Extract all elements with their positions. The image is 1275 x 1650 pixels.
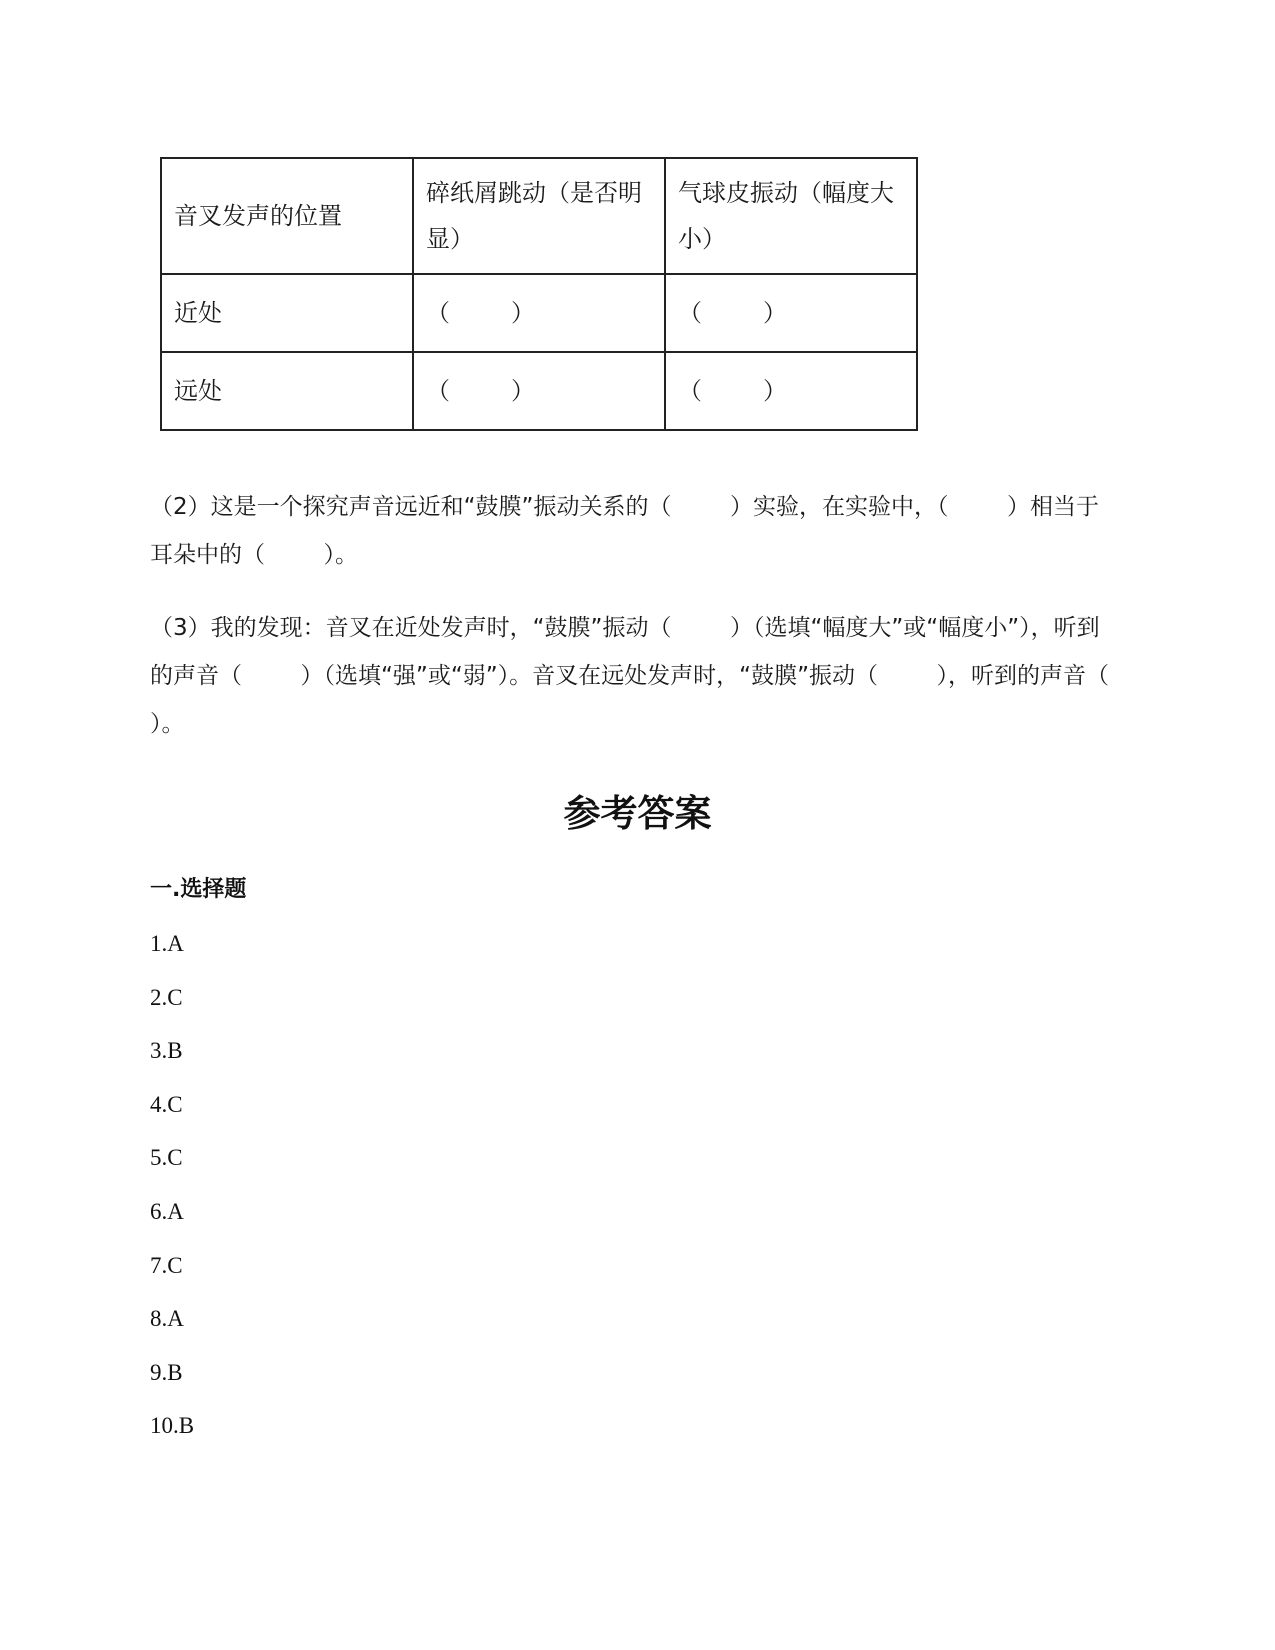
answer-item: 5.C bbox=[150, 1145, 183, 1171]
section-title-multiple-choice: 一.选择题 bbox=[150, 877, 247, 902]
table-cell-blank: （ ） bbox=[413, 274, 665, 352]
answer-item: 2.C bbox=[150, 984, 183, 1010]
experiment-table bbox=[160, 157, 918, 431]
answer-item: 8.A bbox=[150, 1306, 184, 1332]
question-2-text: （2）这是一个探究声音远近和“鼓膜”振动关系的（ ）实验，在实验中，（ ）相当于耳朵中的（ ）。 bbox=[150, 494, 1099, 568]
question-3-text: （3）我的发现：音叉在近处发声时，“鼓膜”振动（ ）（选填“幅度大”或“幅度小”），听到的声音（ ）（选填“强”或“弱”）。音叉在远处发声时，“鼓膜”振动（ ），听到的声音（ ）。 bbox=[150, 615, 1168, 737]
answer-item: 4.C bbox=[150, 1091, 183, 1117]
answer-key-title: 参考答案 bbox=[563, 792, 712, 835]
answer-item: 9.B bbox=[150, 1359, 183, 1385]
table-cell-blank: （ ） bbox=[665, 274, 917, 352]
table-cell-blank: （ ） bbox=[413, 352, 665, 430]
table-row bbox=[161, 352, 917, 430]
table-header-paper-bits: 碎纸屑跳动（是否明显） bbox=[413, 158, 665, 274]
table-header-position: 音叉发声的位置 bbox=[161, 158, 413, 274]
answer-item: 10.B bbox=[150, 1413, 195, 1439]
answer-item: 6.A bbox=[150, 1198, 184, 1224]
table-cell-blank: （ ） bbox=[665, 352, 917, 430]
table-row bbox=[161, 274, 917, 352]
table-header-balloon: 气球皮振动（幅度大小） bbox=[665, 158, 917, 274]
table-header-row bbox=[161, 158, 917, 274]
table-cell-label: 远处 bbox=[161, 352, 413, 430]
table-cell-label: 近处 bbox=[161, 274, 413, 352]
answer-item: 1.A bbox=[150, 931, 184, 956]
answer-item: 3.B bbox=[150, 1038, 183, 1064]
answer-list bbox=[150, 930, 194, 1466]
answer-item: 7.C bbox=[150, 1252, 183, 1278]
